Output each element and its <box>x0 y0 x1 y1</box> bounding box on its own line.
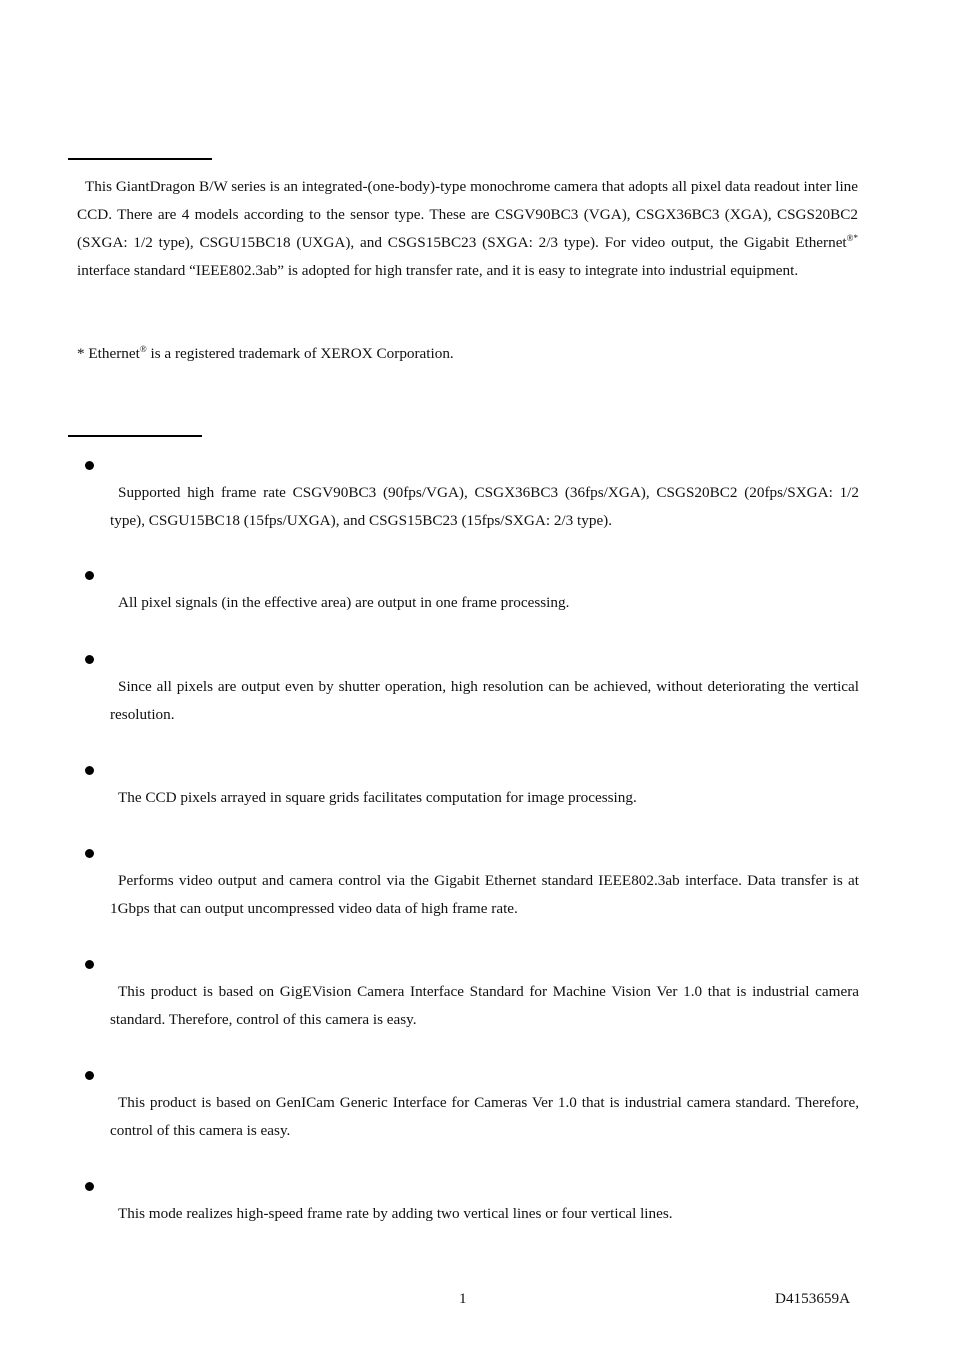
feature-description: This product is based on GigEVision Camera Interface Standard for Machine Vision Ver 1.0 that is industrial camera standard. Therefore, control of this camera is easy. <box>110 983 859 1028</box>
document-code: D4153659A <box>775 1290 851 1307</box>
feature-description: Performs video output and camera control via the Gigabit Ethernet standard IEEE802.3ab interface. Data transfer is at 1Gbps that can output uncompressed video data of high frame rate. <box>110 872 859 917</box>
feature-description: Since all pixels are output even by shutter operation, high resolution can be achieved, without deteriorating the vertical resolution. <box>110 678 859 723</box>
bullet-dot-icon <box>85 849 94 858</box>
bullet-dot-icon <box>85 1182 94 1191</box>
registered-trademark-mark: ®* <box>846 233 858 243</box>
bullet-dot-icon <box>85 1071 94 1080</box>
bullet-dot-icon <box>85 655 94 664</box>
trademark-note <box>77 340 858 368</box>
trademark-note-text-1: * Ethernet <box>77 345 140 362</box>
feature-description: Supported high frame rate CSGV90BC3 (90fps/VGA), CSGX36BC3 (36fps/XGA), CSGS20BC2 (20fps/SXGA: 1/2 type), CSGU15BC18 (15fps/UXGA), and CSGS15BC23 (15fps/SXGA: 2/3 type). <box>110 484 859 529</box>
feature-description: The CCD pixels arrayed in square grids facilitates computation for image processing. <box>118 789 637 806</box>
bullet-dot-icon <box>85 766 94 775</box>
overview-paragraph-text-1: This GiantDragon B/W series is an integrated-(one-body)-type monochrome camera that adopts all pixel data readout inter line CCD. There are 4 models according to the sensor type. These are CSGV90BC3 (VGA), CSGX36BC3 (XGA), CSGS20BC2 (SXGA: 1/2 type), CSGU15BC18 (UXGA), and CSGS15BC23 (SXGA: 2/3 type). For video output, the Gigabit Ethernet <box>77 178 858 251</box>
trademark-note-text-2: is a registered trademark of XEROX Corporation. <box>146 345 454 362</box>
overview-paragraph <box>77 173 858 285</box>
bullet-dot-icon <box>85 960 94 969</box>
feature-description: All pixel signals (in the effective area) are output in one frame processing. <box>118 594 570 611</box>
overview-paragraph-text-2: interface standard “IEEE802.3ab” is adopted for high transfer rate, and it is easy to integrate into industrial equipment. <box>77 262 799 279</box>
overview-heading-underline <box>68 158 212 160</box>
feature-description: This product is based on GenICam Generic Interface for Cameras Ver 1.0 that is industrial camera standard. Therefore, control of this camera is easy. <box>110 1094 859 1139</box>
bullet-dot-icon <box>85 571 94 580</box>
trademark-note-mark: ® <box>139 344 147 354</box>
feature-description: This mode realizes high-speed frame rate by adding two vertical lines or four vertical lines. <box>118 1205 673 1222</box>
bullet-dot-icon <box>85 461 94 470</box>
page-number: 1 <box>459 1290 467 1307</box>
features-heading-underline <box>68 435 202 437</box>
